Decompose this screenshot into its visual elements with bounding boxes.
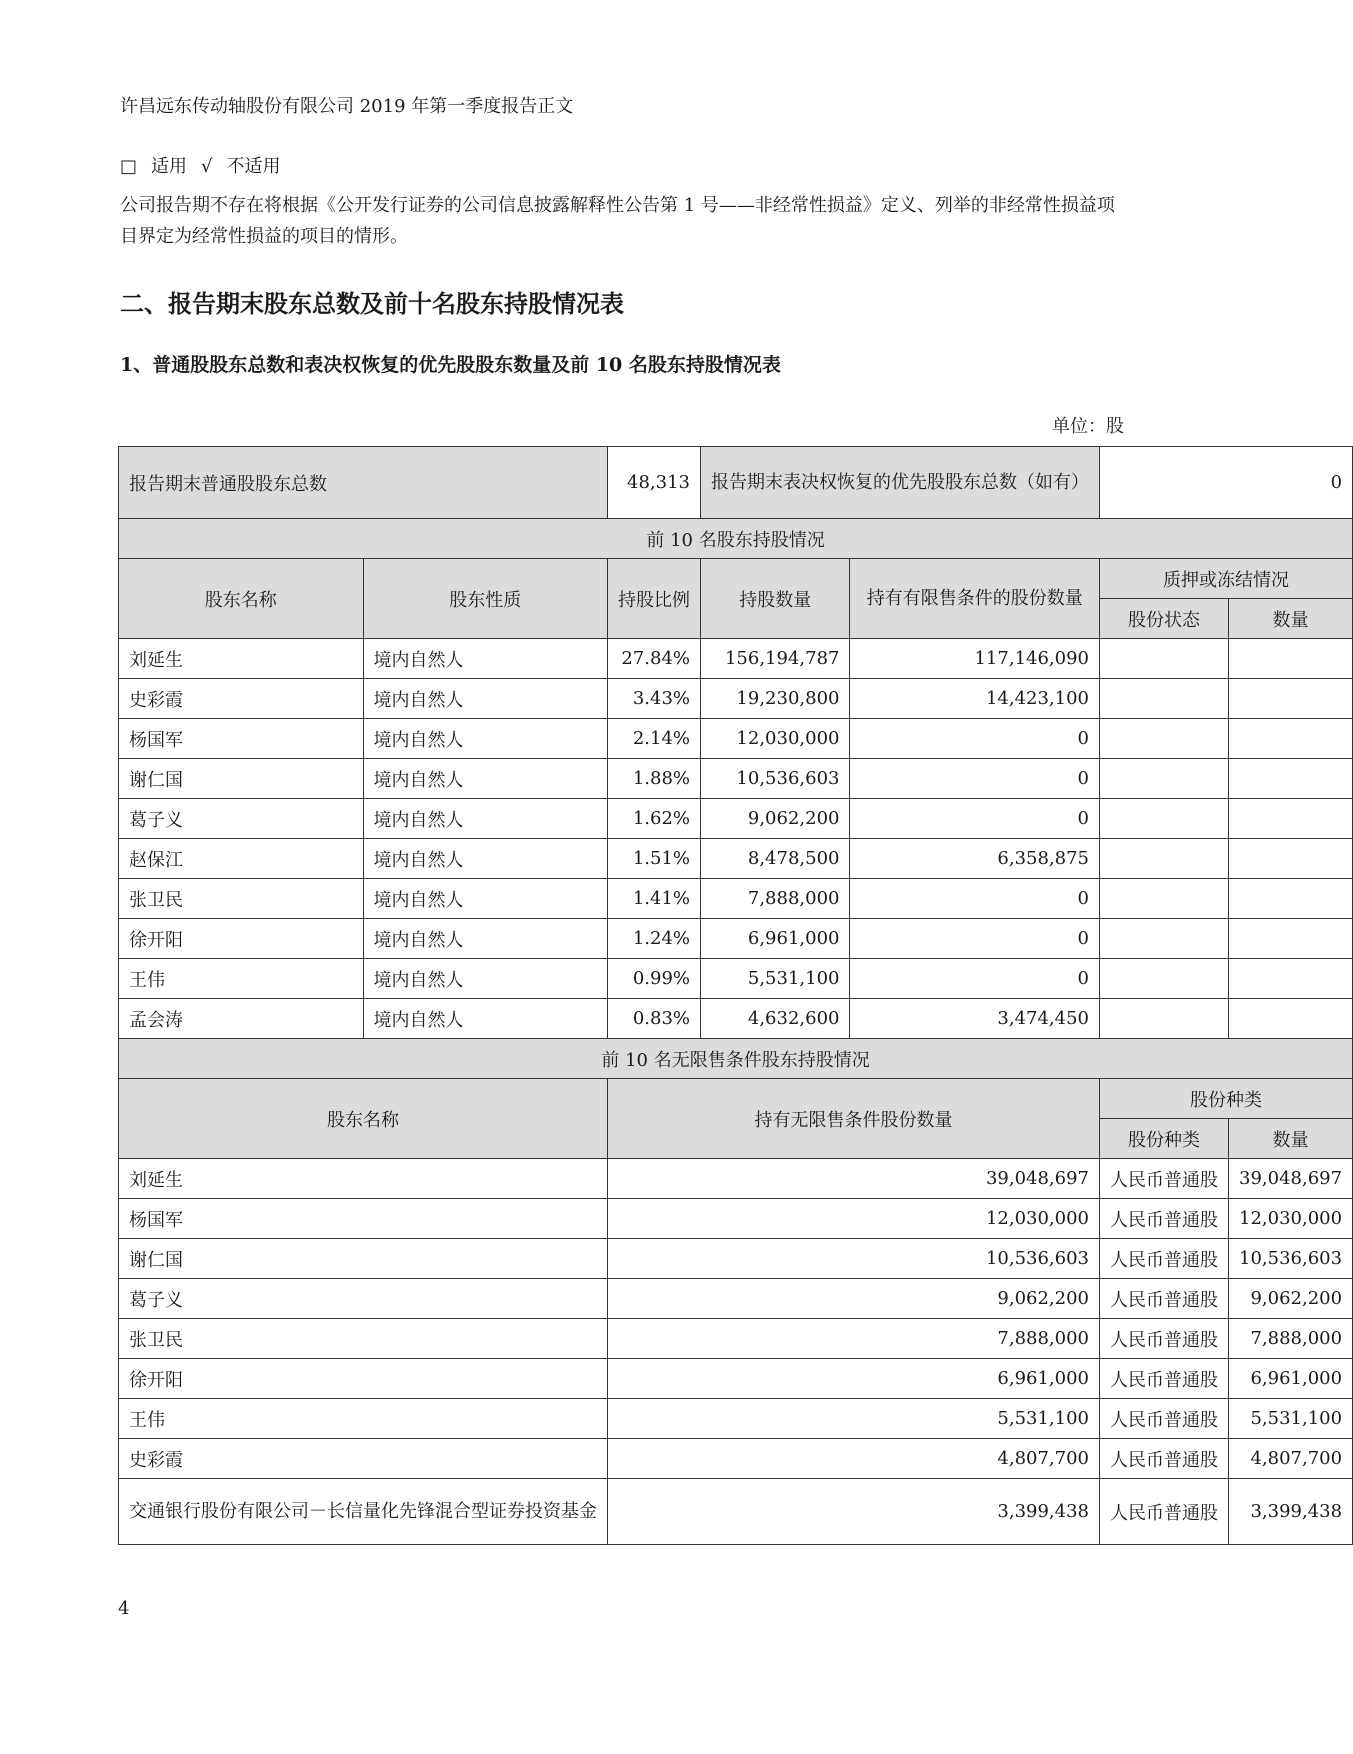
holding-ratio: 2.14% — [608, 719, 701, 759]
holding-quantity: 8,478,500 — [701, 839, 850, 879]
header-pledge-status: 股份状态 — [1100, 599, 1229, 639]
holding-ratio: 0.99% — [608, 959, 701, 999]
unrestricted-holder-name: 张卫民 — [119, 1319, 608, 1359]
shareholder-table — [118, 446, 1353, 1545]
holding-quantity: 10,536,603 — [701, 759, 850, 799]
share-kind: 人民币普通股 — [1100, 1439, 1229, 1479]
restricted-quantity: 3,474,450 — [850, 999, 1100, 1039]
header-restricted: 持有有限售条件的股份数量 — [850, 559, 1100, 639]
shareholder-name: 张卫民 — [119, 879, 364, 919]
top10-title: 前 10 名股东持股情况 — [119, 519, 1353, 559]
unres-header-held: 持有无限售条件股份数量 — [608, 1079, 1100, 1159]
holding-quantity: 19,230,800 — [701, 679, 850, 719]
table-row — [119, 1439, 1353, 1479]
applicable-label: 适用 — [151, 156, 188, 177]
pledge-status — [1100, 879, 1229, 919]
share-kind: 人民币普通股 — [1100, 1159, 1229, 1199]
table-row — [119, 1159, 1353, 1199]
share-kind-quantity: 10,536,603 — [1229, 1239, 1353, 1279]
restricted-quantity: 0 — [850, 959, 1100, 999]
holding-quantity: 9,062,200 — [701, 799, 850, 839]
unres-header-qty: 数量 — [1229, 1119, 1353, 1159]
table-row — [119, 1199, 1353, 1239]
share-kind: 人民币普通股 — [1100, 1279, 1229, 1319]
restricted-quantity: 0 — [850, 919, 1100, 959]
unrestricted-held-quantity: 10,536,603 — [608, 1239, 1100, 1279]
shareholder-name: 葛子义 — [119, 799, 364, 839]
share-kind: 人民币普通股 — [1100, 1399, 1229, 1439]
unrestricted-held-quantity: 9,062,200 — [608, 1279, 1100, 1319]
shareholder-nature: 境内自然人 — [363, 919, 608, 959]
unrestricted-title: 前 10 名无限售条件股东持股情况 — [119, 1039, 1353, 1079]
restricted-quantity: 0 — [850, 799, 1100, 839]
holding-ratio: 0.83% — [608, 999, 701, 1039]
shareholder-name: 杨国军 — [119, 719, 364, 759]
share-kind-quantity: 39,048,697 — [1229, 1159, 1353, 1199]
unres-header-kind-group: 股份种类 — [1100, 1079, 1353, 1119]
unrestricted-holder-name: 徐开阳 — [119, 1359, 608, 1399]
shareholder-nature: 境内自然人 — [363, 799, 608, 839]
non-recurring-paragraph: 公司报告期不存在将根据《公开发行证券的公司信息披露解释性公告第 1 号——非经常性损益》定义、列举的非经常性损益项目界定为经常性损益的项目的情形。 — [120, 195, 1115, 247]
table-row — [119, 1279, 1353, 1319]
shareholder-name: 徐开阳 — [119, 919, 364, 959]
unrestricted-holder-name: 王伟 — [119, 1399, 608, 1439]
pledge-status — [1100, 759, 1229, 799]
pledge-status — [1100, 839, 1229, 879]
unrestricted-holder-name: 刘延生 — [119, 1159, 608, 1199]
pledge-quantity — [1229, 719, 1353, 759]
shareholder-name: 王伟 — [119, 959, 364, 999]
table-row — [119, 1359, 1353, 1399]
table-row — [119, 719, 1353, 759]
table-row — [119, 1479, 1353, 1545]
unrestricted-holder-name: 葛子义 — [119, 1279, 608, 1319]
page-number: 4 — [118, 1598, 130, 1619]
pledge-status — [1100, 959, 1229, 999]
pledge-quantity — [1229, 679, 1353, 719]
unrestricted-holder-name: 杨国军 — [119, 1199, 608, 1239]
shareholder-nature: 境内自然人 — [363, 839, 608, 879]
holding-ratio: 27.84% — [608, 639, 701, 679]
pledge-quantity — [1229, 879, 1353, 919]
header-quantity: 持股数量 — [701, 559, 850, 639]
unchecked-box-icon: □ — [120, 156, 138, 177]
pledge-status — [1100, 799, 1229, 839]
share-kind: 人民币普通股 — [1100, 1239, 1229, 1279]
table-row — [119, 879, 1353, 919]
pledge-quantity — [1229, 919, 1353, 959]
shareholder-nature: 境内自然人 — [363, 679, 608, 719]
shareholder-nature: 境内自然人 — [363, 959, 608, 999]
table-row — [119, 1399, 1353, 1439]
holding-quantity: 5,531,100 — [701, 959, 850, 999]
page-header: 许昌远东传动轴股份有限公司 2019 年第一季度报告正文 — [120, 96, 574, 117]
holding-ratio: 1.88% — [608, 759, 701, 799]
unres-header-name: 股东名称 — [119, 1079, 608, 1159]
table-row — [119, 1239, 1353, 1279]
header-name: 股东名称 — [119, 559, 364, 639]
holding-quantity: 156,194,787 — [701, 639, 850, 679]
holding-quantity: 4,632,600 — [701, 999, 850, 1039]
holding-quantity: 6,961,000 — [701, 919, 850, 959]
subsection-title: 1、普通股股东总数和表决权恢复的优先股股东数量及前 10 名股东持股情况表 — [120, 354, 781, 376]
shareholder-name: 刘延生 — [119, 639, 364, 679]
share-kind-quantity: 12,030,000 — [1229, 1199, 1353, 1239]
table-row — [119, 799, 1353, 839]
share-kind-quantity: 6,961,000 — [1229, 1359, 1353, 1399]
unrestricted-held-quantity: 6,961,000 — [608, 1359, 1100, 1399]
unrestricted-held-quantity: 3,399,438 — [608, 1479, 1100, 1545]
pledge-status — [1100, 919, 1229, 959]
header-ratio: 持股比例 — [608, 559, 701, 639]
pledge-quantity — [1229, 639, 1353, 679]
unrestricted-held-quantity: 4,807,700 — [608, 1439, 1100, 1479]
header-pledge-qty: 数量 — [1229, 599, 1353, 639]
unrestricted-held-quantity: 39,048,697 — [608, 1159, 1100, 1199]
shareholder-name: 孟会涛 — [119, 999, 364, 1039]
restricted-quantity: 0 — [850, 759, 1100, 799]
pledge-status — [1100, 999, 1229, 1039]
restricted-quantity: 14,423,100 — [850, 679, 1100, 719]
unit-label: 单位：股 — [1052, 416, 1124, 437]
unrestricted-held-quantity: 7,888,000 — [608, 1319, 1100, 1359]
shareholder-name: 谢仁国 — [119, 759, 364, 799]
pledge-quantity — [1229, 999, 1353, 1039]
preferred-shareholders-label: 报告期末表决权恢复的优先股股东总数（如有） — [701, 447, 1100, 519]
shareholder-nature: 境内自然人 — [363, 879, 608, 919]
not-applicable-label: 不适用 — [226, 156, 281, 177]
total-shareholders-value: 48,313 — [608, 447, 701, 519]
unrestricted-holder-name: 史彩霞 — [119, 1439, 608, 1479]
pledge-quantity — [1229, 839, 1353, 879]
checkmark-icon: √ — [201, 156, 213, 177]
unres-header-kind: 股份种类 — [1100, 1119, 1229, 1159]
holding-ratio: 1.62% — [608, 799, 701, 839]
unrestricted-holder-name: 谢仁国 — [119, 1239, 608, 1279]
holding-ratio: 1.41% — [608, 879, 701, 919]
pledge-quantity — [1229, 959, 1353, 999]
table-row — [119, 679, 1353, 719]
restricted-quantity: 0 — [850, 719, 1100, 759]
restricted-quantity: 6,358,875 — [850, 839, 1100, 879]
share-kind-quantity: 3,399,438 — [1229, 1479, 1353, 1545]
table-row — [119, 999, 1353, 1039]
table-row — [119, 839, 1353, 879]
holding-ratio: 1.24% — [608, 919, 701, 959]
share-kind: 人民币普通股 — [1100, 1359, 1229, 1399]
pledge-status — [1100, 679, 1229, 719]
table-row — [119, 1319, 1353, 1359]
pledge-quantity — [1229, 759, 1353, 799]
applicability-line — [120, 152, 295, 178]
table-row — [119, 919, 1353, 959]
shareholder-nature: 境内自然人 — [363, 719, 608, 759]
unrestricted-held-quantity: 12,030,000 — [608, 1199, 1100, 1239]
section-title: 二、报告期末股东总数及前十名股东持股情况表 — [120, 289, 624, 318]
total-shareholders-label: 报告期末普通股股东总数 — [119, 447, 608, 519]
share-kind-quantity: 5,531,100 — [1229, 1399, 1353, 1439]
restricted-quantity: 117,146,090 — [850, 639, 1100, 679]
preferred-shareholders-value: 0 — [1100, 447, 1353, 519]
shareholder-nature: 境内自然人 — [363, 639, 608, 679]
header-pledge: 质押或冻结情况 — [1100, 559, 1353, 599]
share-kind-quantity: 4,807,700 — [1229, 1439, 1353, 1479]
pledge-status — [1100, 639, 1229, 679]
holding-quantity: 7,888,000 — [701, 879, 850, 919]
table-row — [119, 959, 1353, 999]
pledge-status — [1100, 719, 1229, 759]
holding-quantity: 12,030,000 — [701, 719, 850, 759]
share-kind: 人民币普通股 — [1100, 1199, 1229, 1239]
unrestricted-held-quantity: 5,531,100 — [608, 1399, 1100, 1439]
table-row — [119, 759, 1353, 799]
restricted-quantity: 0 — [850, 879, 1100, 919]
shareholder-name: 史彩霞 — [119, 679, 364, 719]
holding-ratio: 1.51% — [608, 839, 701, 879]
table-row — [119, 639, 1353, 679]
header-nature: 股东性质 — [363, 559, 608, 639]
share-kind-quantity: 9,062,200 — [1229, 1279, 1353, 1319]
holding-ratio: 3.43% — [608, 679, 701, 719]
share-kind: 人民币普通股 — [1100, 1319, 1229, 1359]
share-kind: 人民币普通股 — [1100, 1479, 1229, 1545]
shareholder-name: 赵保江 — [119, 839, 364, 879]
unrestricted-holder-name: 交通银行股份有限公司－长信量化先锋混合型证券投资基金 — [119, 1479, 608, 1545]
shareholder-nature: 境内自然人 — [363, 999, 608, 1039]
share-kind-quantity: 7,888,000 — [1229, 1319, 1353, 1359]
shareholder-nature: 境内自然人 — [363, 759, 608, 799]
pledge-quantity — [1229, 799, 1353, 839]
